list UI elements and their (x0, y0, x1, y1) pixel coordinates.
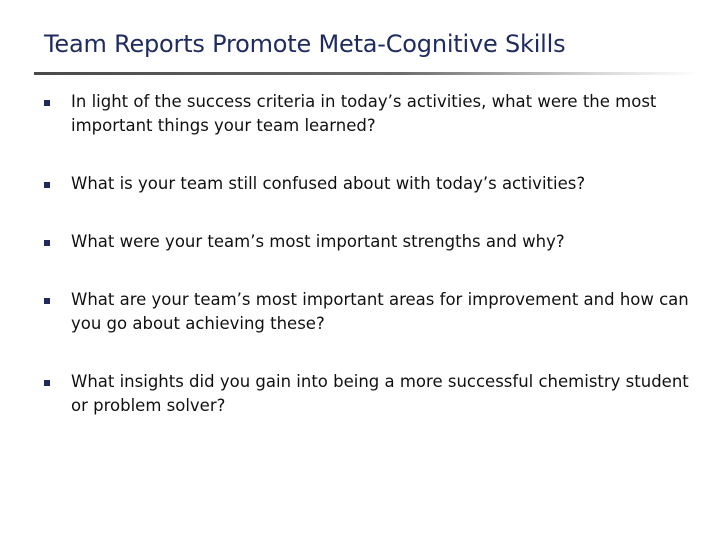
bullet-item (44, 370, 704, 418)
bullet-item (44, 90, 704, 138)
bullet-text: What insights did you gain into being a more successful chemistry student or problem solver? (71, 372, 689, 415)
bullet-item (44, 172, 704, 196)
bullet-text: In light of the success criteria in today’s activities, what were the most important things your team learned? (71, 92, 657, 135)
square-bullet-icon (44, 298, 50, 304)
square-bullet-icon (44, 182, 50, 188)
slide-title: Team Reports Promote Meta-Cognitive Skills (44, 30, 566, 58)
bullet-text: What is your team still confused about with today’s activities? (71, 174, 586, 193)
bullet-text: What are your team’s most important areas for improvement and how can you go about achieving these? (71, 290, 689, 333)
bullet-item (44, 288, 704, 336)
square-bullet-icon (44, 240, 50, 246)
bullet-item (44, 230, 704, 254)
square-bullet-icon (44, 100, 50, 106)
square-bullet-icon (44, 380, 50, 386)
title-divider (34, 72, 698, 75)
bullet-text: What were your team’s most important strengths and why? (71, 232, 565, 251)
bullet-list (44, 90, 704, 418)
